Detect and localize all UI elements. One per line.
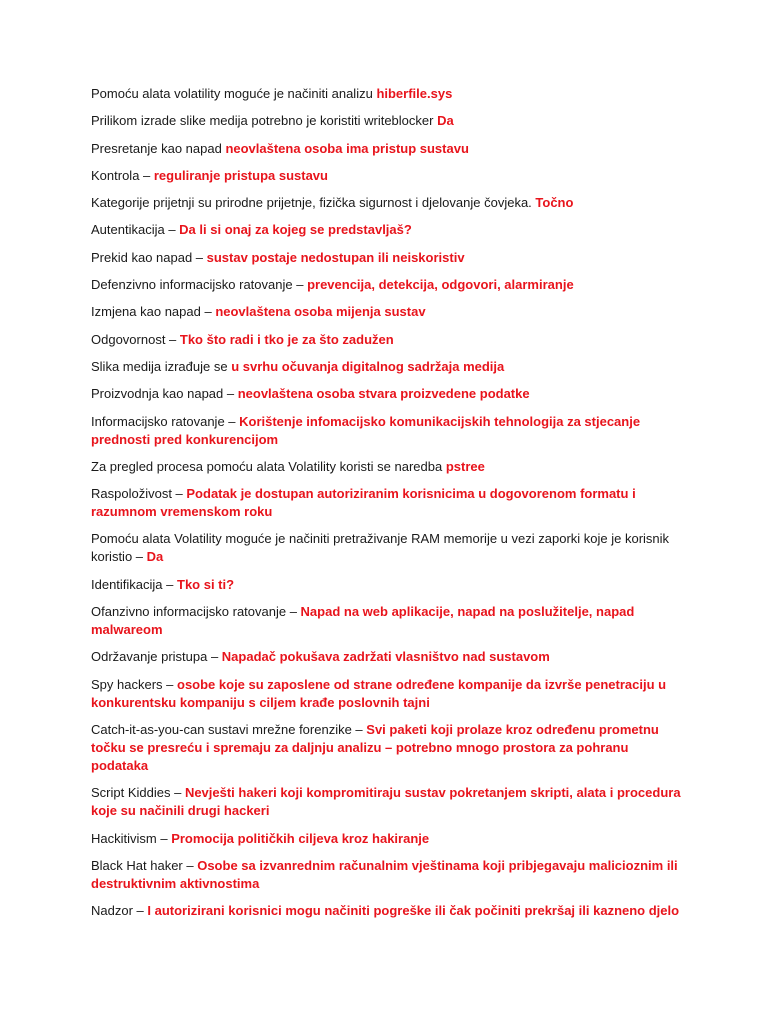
qa-item (91, 358, 681, 376)
qa-item (91, 112, 681, 130)
qa-item (91, 413, 681, 449)
qa-item (91, 167, 681, 185)
question-text: Autentikacija – (91, 222, 180, 238)
qa-item (91, 458, 681, 476)
question-text: Za pregled procesa pomoću alata Volatility koristi se naredba (91, 458, 446, 474)
question-text: Pomoću alata Volatility moguće je načiniti pretraživanje RAM memorije u vezi zaporki koje je korisnik koristio – (91, 531, 670, 565)
question-text: Proizvodnja kao napad – (91, 386, 238, 402)
qa-item (91, 902, 681, 920)
question-text: Spy hackers – (91, 676, 177, 692)
qa-item (91, 303, 681, 321)
qa-item (91, 676, 681, 712)
answer-text: neovlaštena osoba ima pristup sustavu (225, 140, 469, 156)
qa-item (91, 194, 681, 212)
answer-text: reguliranje pristupa sustavu (153, 167, 328, 183)
question-text: Black Hat haker – (91, 857, 198, 873)
question-text: Ofanzivno informacijsko ratovanje – (91, 604, 301, 620)
answer-text: Da (437, 113, 454, 129)
qa-item (91, 221, 681, 239)
question-text: Script Kiddies – (91, 785, 185, 801)
answer-text: Osobe sa izvanrednim računalnim vještinama koji pribjegavaju malicioznim ili destruktivnim aktivnostima (91, 857, 678, 891)
qa-item (91, 276, 681, 294)
question-text: Identifikacija – (91, 576, 177, 592)
answer-text: pstree (445, 458, 485, 474)
answer-text: Točno (535, 195, 574, 211)
answer-text: Tko si ti? (177, 576, 235, 592)
answer-text: Da (146, 549, 164, 565)
answer-text: Promocija političkih ciljeva kroz hakiranje (171, 830, 430, 846)
answer-text: Napad na web aplikacije, napad na poslužitelje, napad malwareom (91, 604, 635, 638)
qa-item (91, 721, 681, 775)
question-text: Hackitivism – (91, 830, 172, 846)
qa-item (91, 576, 681, 594)
qa-item (91, 249, 681, 267)
answer-text: Korištenje infomacijsko komunikacijskih tehnologija za stjecanje prednosti pred konkurencijom (91, 413, 641, 447)
answer-text: prevencija, detekcija, odgovori, alarmiranje (307, 277, 574, 293)
answer-text: neovlaštena osoba mijenja sustav (215, 304, 426, 320)
question-text: Odgovornost – (91, 331, 180, 347)
question-text: Informacijsko ratovanje – (91, 413, 240, 429)
qa-item (91, 530, 681, 566)
question-text: Održavanje pristupa – (91, 649, 222, 665)
question-text: Defenzivno informacijsko ratovanje – (91, 277, 308, 293)
qa-item (91, 385, 681, 403)
qa-item (91, 140, 681, 158)
answer-text: I autorizirani korisnici mogu načiniti pogreške ili čak počiniti prekršaj ili kazneno djelo (147, 903, 680, 919)
answer-text: Svi paketi koji prolaze kroz određenu prometnu točku se presreću i spremaju za daljnju analizu – potrebno mnogo prostora za pohranu podataka (91, 721, 659, 773)
qa-list (91, 85, 681, 929)
question-text: Izmjena kao napad – (91, 304, 216, 320)
question-text: Presretanje kao napad (91, 140, 226, 156)
question-text: Kontrola – (91, 167, 154, 183)
qa-item (91, 85, 681, 103)
answer-text: neovlaštena osoba stvara proizvedene podatke (237, 386, 530, 402)
qa-item (91, 485, 681, 521)
question-text: Slika medija izrađuje se (91, 358, 232, 374)
answer-text: Podatak je dostupan autoriziranim korisnicima u dogovorenom formatu i razumnom vremenskom roku (91, 486, 636, 520)
answer-text: Tko što radi i tko je za što zadužen (179, 331, 394, 347)
question-text: Nadzor – (91, 903, 148, 919)
qa-item (91, 648, 681, 666)
question-text: Kategorije prijetnji su prirodne prijetnje, fizička sigurnost i djelovanje čovjeka. (91, 195, 536, 211)
question-text: Catch-it-as-you-can sustavi mrežne forenzike – (91, 721, 367, 737)
qa-item (91, 857, 681, 893)
qa-item (91, 603, 681, 639)
answer-text: Da li si onaj za kojeg se predstavljaš? (179, 222, 412, 238)
question-text: Raspoloživost – (91, 486, 187, 502)
answer-text: Napadač pokušava zadržati vlasništvo nad sustavom (221, 649, 550, 665)
answer-text: Nevješti hakeri koji kompromitiraju sustav pokretanjem skripti, alata i procedura koje su načinili drugi hackeri (91, 785, 681, 819)
answer-text: u svrhu očuvanja digitalnog sadržaja medija (231, 358, 505, 374)
qa-item (91, 331, 681, 349)
question-text: Prekid kao napad – (91, 249, 207, 265)
answer-text: osobe koje su zaposlene od strane određene kompanije da izvrše penetraciju u konkurentsku kompaniju s ciljem krađe poslovnih tajni (91, 676, 667, 710)
question-text: Prilikom izrade slike medija potrebno je koristiti writeblocker (91, 113, 438, 129)
answer-text: sustav postaje nedostupan ili neiskoristiv (206, 249, 465, 265)
question-text: Pomoću alata volatility moguće je načiniti analizu (91, 86, 377, 101)
answer-text: hiberfile.sys (376, 86, 453, 101)
qa-item (91, 784, 681, 820)
qa-item (91, 830, 681, 848)
